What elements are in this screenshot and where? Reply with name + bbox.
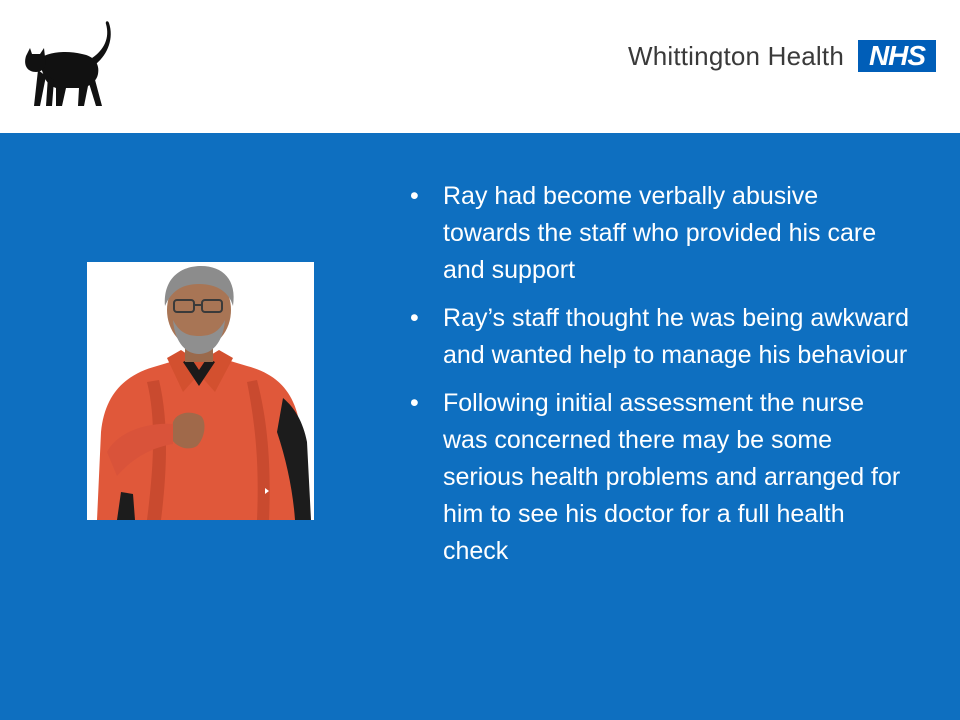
black-cat-icon (22, 20, 114, 110)
bullet-list (410, 178, 910, 581)
brand-name: Whittington Health (627, 40, 844, 71)
bullet-item (410, 178, 910, 289)
bullet-dot: • (410, 389, 419, 417)
bullet-item (410, 385, 910, 570)
bullet-dot: • (410, 304, 419, 332)
bullet-text: Ray had become verbally abusive towards the staff who provided his care and support (443, 182, 877, 284)
nhs-logo: NHS (858, 40, 936, 72)
header-bar (0, 0, 960, 133)
man-in-orange-fleece-photo (87, 262, 314, 520)
bullet-item (410, 300, 910, 374)
bullet-text: Following initial assessment the nurse was concerned there may be some serious health problems and arranged for him to see his doctor for a full health check (443, 389, 901, 565)
brand-block (628, 38, 936, 74)
bullet-dot: • (410, 182, 419, 210)
bullet-text: Ray’s staff thought he was being awkward and wanted help to manage his behaviour (443, 304, 910, 369)
